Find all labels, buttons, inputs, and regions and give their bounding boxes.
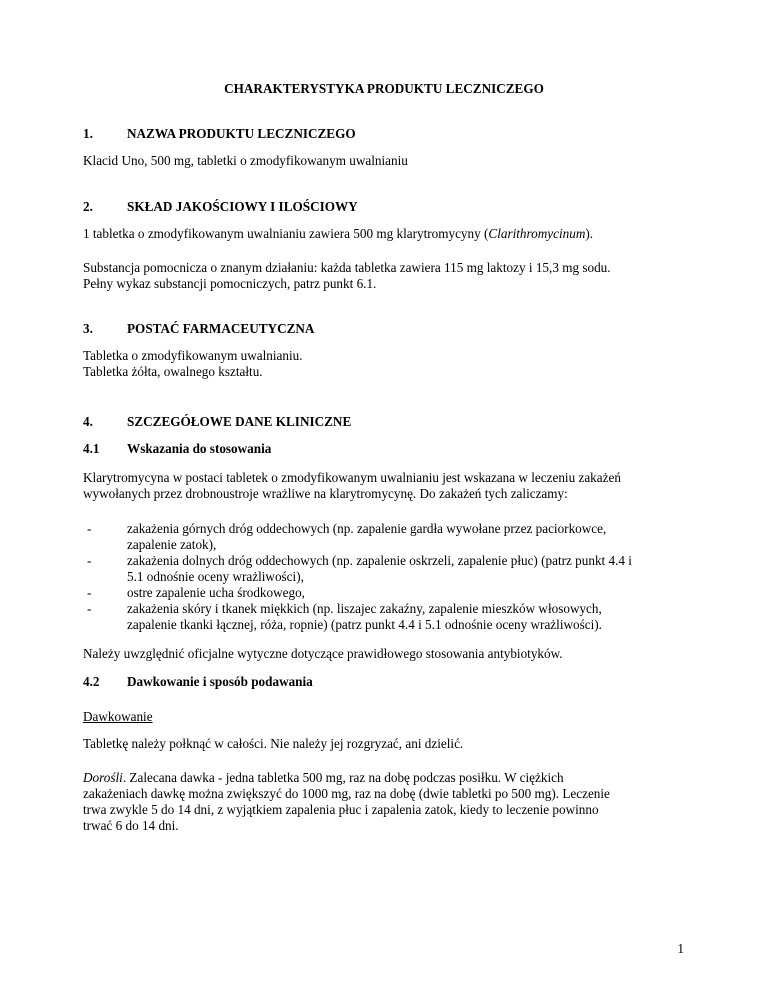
section-4-2-paragraph-1 [83,736,683,752]
paragraph-line [83,770,683,786]
list-dash: - [87,585,92,600]
section-number: 4. [83,414,93,429]
list-item [83,521,703,553]
paragraph-line: Klacid Uno, 500 mg, tabletki o zmodyfikowanym uwalnianiu [83,153,408,168]
list-item-line: ostre zapalenie ucha środkowego, [127,585,305,600]
list-item-line: zakażenia górnych dróg oddechowych (np. zapalenie gardła wywołane przez paciorkowce, [127,521,607,536]
paragraph-line: Tabletkę należy połknąć w całości. Nie należy jej rozgryzać, ani dzielić. [83,736,464,751]
list-item [83,601,703,633]
paragraph-line: Klarytromycyna w postaci tabletek o zmodyfikowanym uwalnianiu jest wskazana w leczeniu zakażeń [83,470,621,485]
text-run: 1 tabletka o zmodyfikowanym uwalnianiu zawiera 500 mg klarytromycyny ( [83,226,489,241]
section-title: Wskazania do stosowania [127,441,272,456]
document-title: CHARAKTERYSTYKA PRODUKTU LECZNICZEGO [224,81,544,96]
section-4-2-paragraph-2 [83,770,683,834]
section-number: 4.1 [83,441,100,456]
text-run: . Zalecana dawka - jedna tabletka 500 mg, raz na dobę podczas posiłku. W ciężkich [122,770,564,785]
section-title: NAZWA PRODUKTU LECZNICZEGO [127,126,356,141]
list-item-line: 5.1 odnośnie oceny wrażliwości), [127,569,304,584]
section-number: 1. [83,126,93,141]
italic-lead: Dorośli [83,770,123,785]
section-1-text [83,153,683,169]
paragraph-line: wywołanych przez drobnoustroje wrażliwe na klarytromycynę. Do zakażeń tych zaliczamy: [83,486,568,501]
section-number: 2. [83,199,93,214]
subheading: Dawkowanie [83,709,153,724]
latin-name: Clarithromycinum [488,226,586,241]
paragraph-line: Należy uwzględnić oficjalne wytyczne dotyczące prawidłowego stosowania antybiotyków. [83,646,563,661]
paragraph-line: trwać 6 do 14 dni. [83,818,179,833]
page-number: 1 [677,941,684,956]
list-item [83,553,703,585]
list-item-line: zakażenia skóry i tkanek miękkich (np. liszajec zakaźny, zapalenie mieszków włosowych, [127,601,602,616]
paragraph-line: Pełny wykaz substancji pomocniczych, patrz punkt 6.1. [83,276,377,291]
paragraph-line: Tabletka o zmodyfikowanym uwalnianiu. [83,348,303,363]
section-title: SZCZEGÓŁOWE DANE KLINICZNE [127,414,352,429]
paragraph-line: Substancja pomocnicza o znanym działaniu: każda tabletka zawiera 115 mg laktozy i 15,3 mg sodu. [83,260,611,275]
section-4-1-intro [83,470,683,502]
section-title: POSTAĆ FARMACEUTYCZNA [127,321,315,336]
list-dash: - [87,553,92,568]
list-item-line: zapalenie tkanki łącznej, róża, ropnie) (patrz punkt 4.4 i 5.1 odnośnie oceny wrażliwości). [127,617,602,632]
paragraph-line: trwa zwykle 5 do 14 dni, z wyjątkiem zapalenia płuc i zapalenia zatok, kiedy to leczenie powinno [83,802,599,817]
list-dash: - [87,521,92,536]
paragraph-line: zakażeniach dawkę można zwiększyć do 1000 mg, raz na dobę (dwie tabletki po 500 mg). Leczenie [83,786,610,801]
section-2-paragraph-1 [83,226,683,242]
list-dash: - [87,601,92,616]
section-3-text [83,348,683,380]
paragraph-line [83,226,683,242]
section-title: Dawkowanie i sposób podawania [127,674,313,689]
section-4-1-outro [83,646,683,662]
indications-list [83,521,703,633]
section-title: SKŁAD JAKOŚCIOWY I ILOŚCIOWY [127,199,358,214]
section-number: 4.2 [83,674,100,689]
section-number: 3. [83,321,93,336]
section-2-paragraph-2 [83,260,683,292]
list-item-line: zapalenie zatok), [127,537,217,552]
list-item-line: zakażenia dolnych dróg oddechowych (np. zapalenie oskrzeli, zapalenie płuc) (patrz punkt 4.4 i [127,553,632,568]
list-item [83,585,703,601]
text-run: ). [585,226,594,241]
section-4-2-subheading [83,709,683,725]
paragraph-line: Tabletka żółta, owalnego kształtu. [83,364,263,379]
